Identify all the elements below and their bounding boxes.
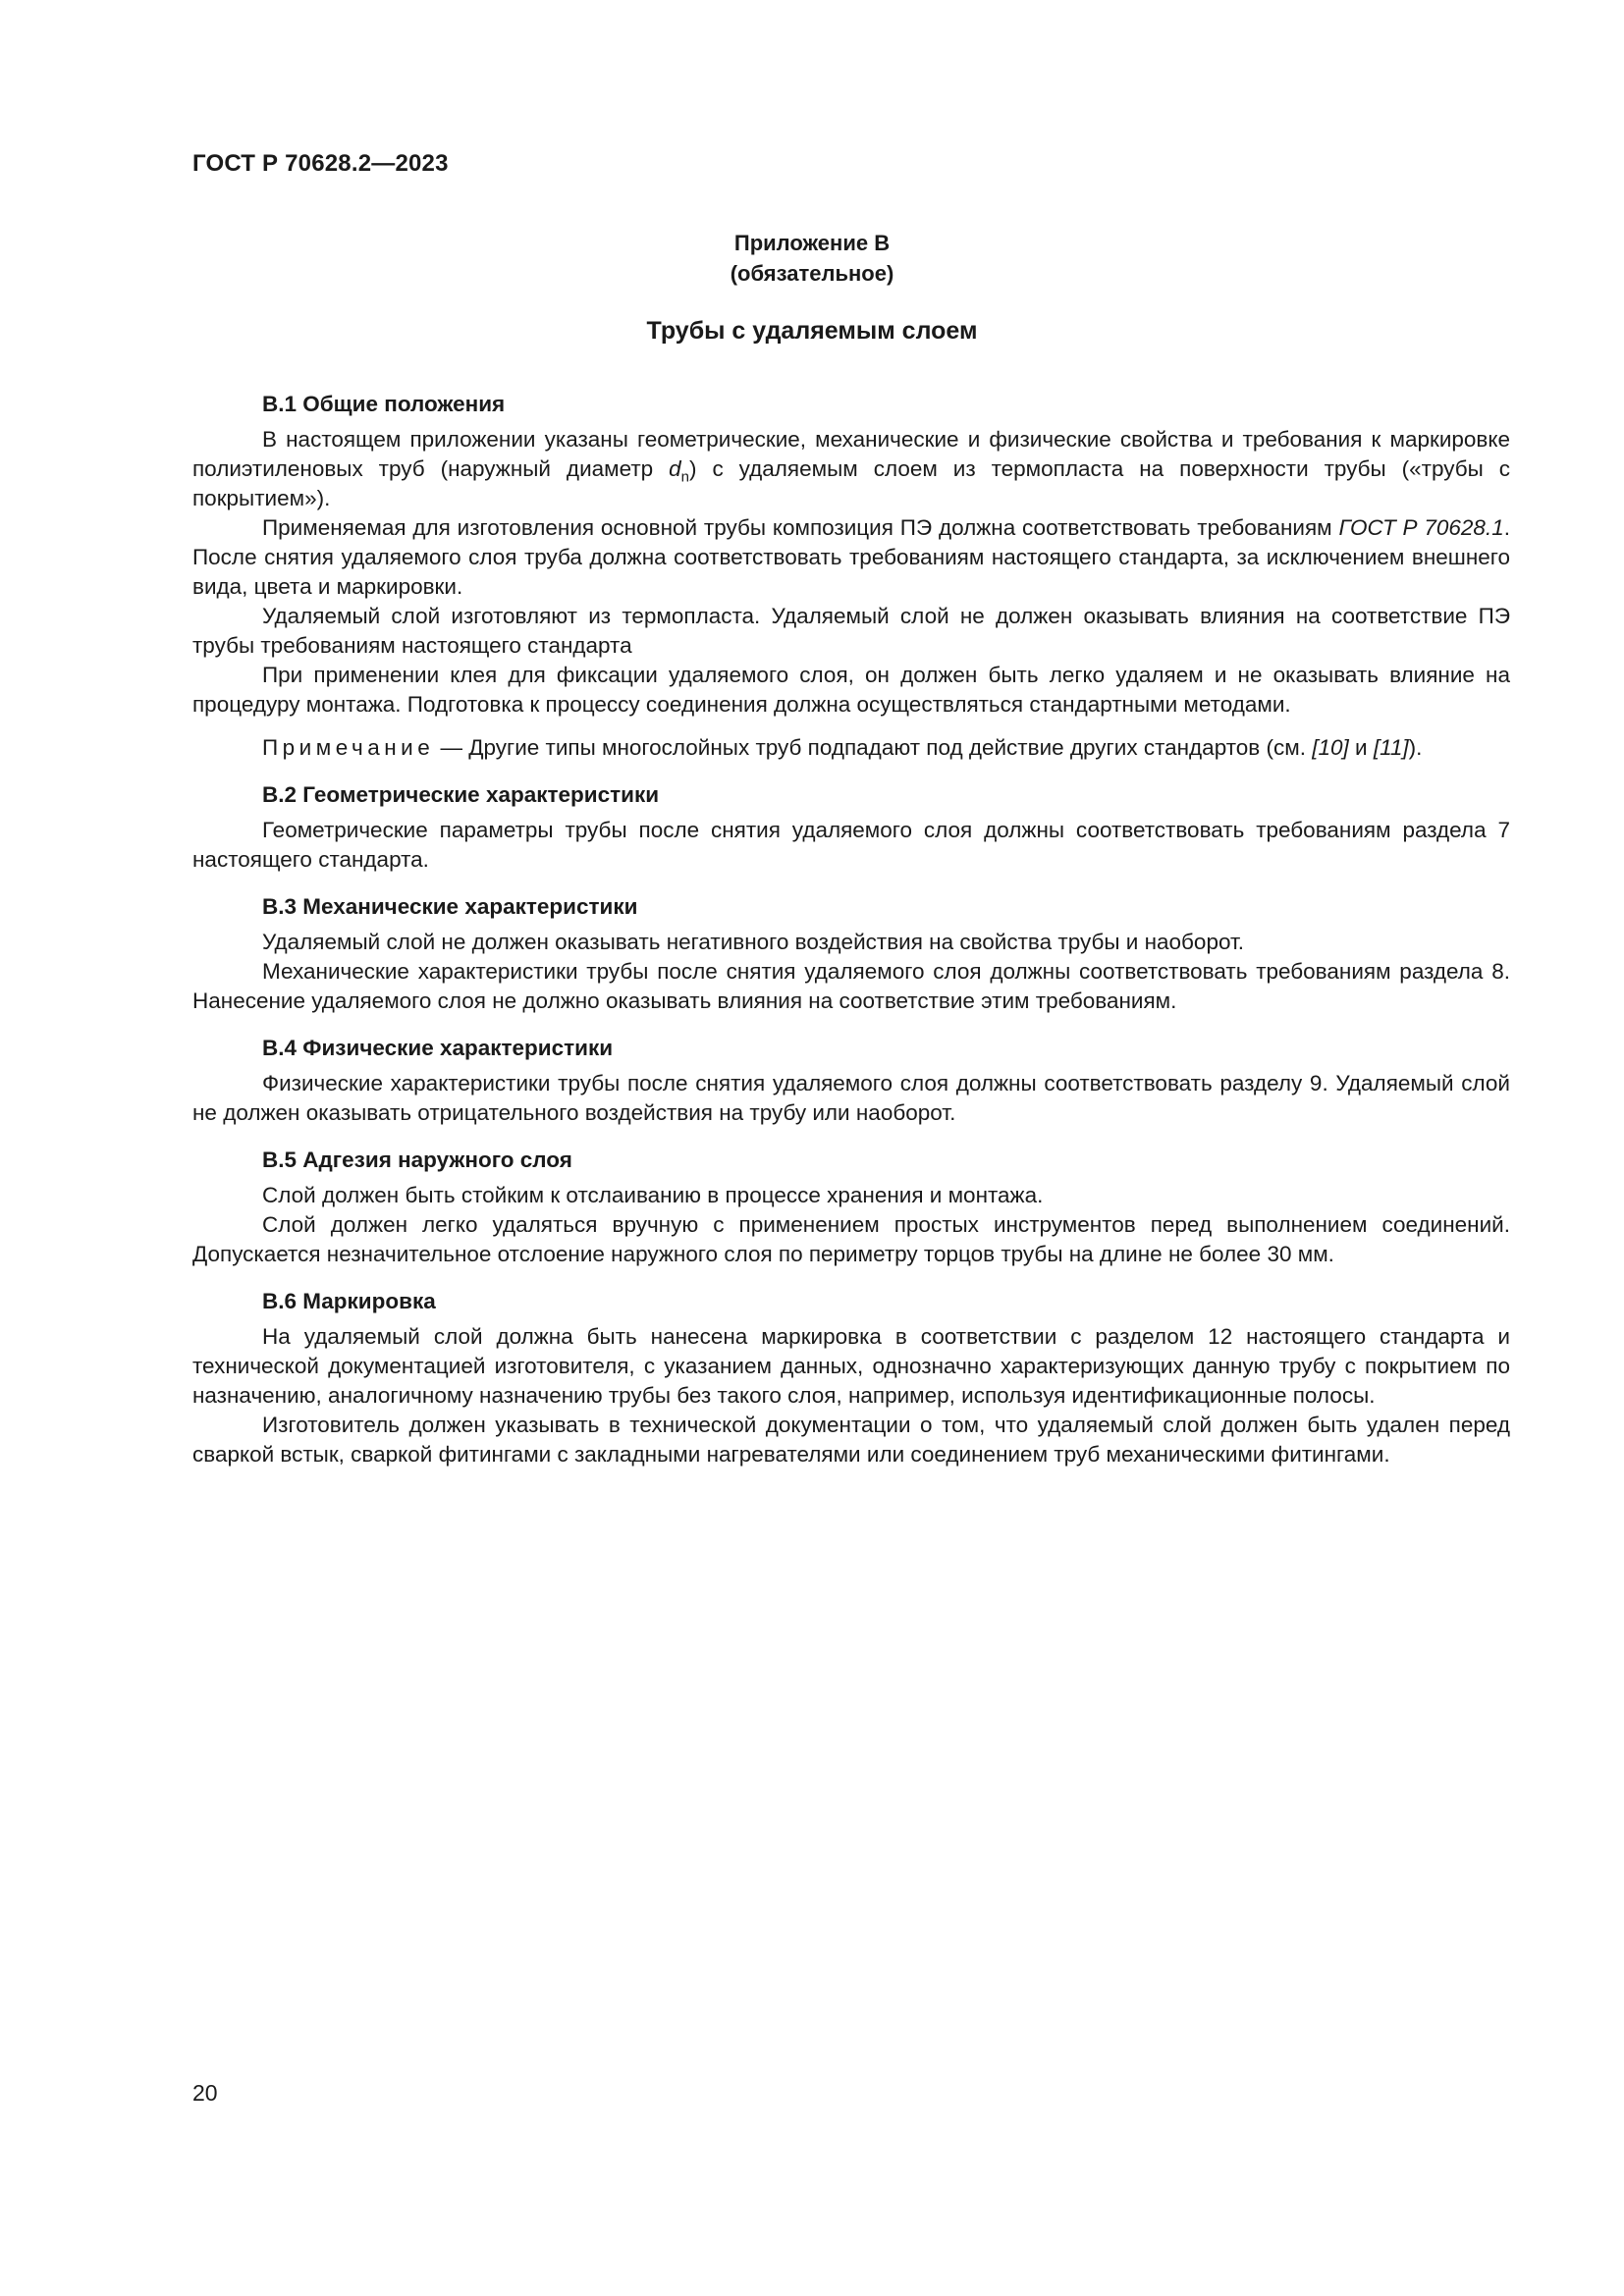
section-heading: В.5 Адгезия наружного слоя (262, 1148, 572, 1172)
section-heading: В.4 Физические характеристики (262, 1036, 614, 1060)
appendix-label: Приложение В (733, 231, 891, 255)
paragraph: Применяемая для изготовления основной трубы композиция ПЭ должна соответствовать требованиям ГОСТ Р 70628.1. После снятия удаляемого слоя труба должна соответствовать требованиям настоящего стандарта, за исключением внешнего вида, цвета и маркировки. (192, 515, 1510, 599)
paragraph: Слой должен быть стойким к отслаиванию в процессе хранения и монтажа. (262, 1183, 1044, 1207)
section-heading: В.2 Геометрические характеристики (262, 782, 660, 807)
appendix-status: (обязательное) (730, 261, 894, 286)
bibliography-reference: [10] (1312, 735, 1349, 760)
page-number: 20 (192, 2080, 218, 2106)
paragraph: Геометрические параметры трубы после снятия удаляемого слоя должны соответствовать требованиям раздела 7 настоящего стандарта. (192, 818, 1510, 872)
section-heading: В.6 Маркировка (262, 1289, 436, 1313)
section-heading: В.3 Механические характеристики (262, 894, 638, 919)
note: Примечание — Другие типы многослойных труб подпадают под действие других стандартов (см. [10] и [11]). (262, 735, 1423, 760)
document-body (192, 390, 1510, 1469)
paragraph: Физические характеристики трубы после снятия удаляемого слоя должны соответствовать разделу 9. Удаляемый слой не должен оказывать отрицательного воздействия на трубу или наоборот. (192, 1071, 1510, 1125)
bibliography-reference: [11] (1373, 735, 1409, 760)
appendix-title: Трубы с удаляемым слоем (646, 317, 978, 345)
paragraph: Удаляемый слой не должен оказывать негативного воздействия на свойства трубы и наоборот. (262, 930, 1245, 954)
paragraph: Удаляемый слой изготовляют из термопласта. Удаляемый слой не должен оказывать влияния на соответствие ПЭ трубы требованиям настоящего стандарта (192, 604, 1510, 658)
appendix-heading (0, 228, 1624, 289)
paragraph: Слой должен легко удаляться вручную с применением простых инструментов перед выполнением соединений. Допускается незначительное отслоение наружного слоя по периметру торцов трубы на длине не более 30 мм. (192, 1212, 1510, 1266)
standard-reference: ГОСТ Р 70628.1 (1338, 515, 1504, 540)
subscript-n: n (680, 468, 690, 486)
paragraph: Изготовитель должен указывать в технической документации о том, что удаляемый слой должен быть удален перед сваркой встык, сваркой фитингами с закладными нагревателями или соединением труб механическими фитингами. (192, 1413, 1510, 1467)
paragraph: В настоящем приложении указаны геометрические, механические и физические свойства и требования к маркировке полиэтиленовых труб (наружный диаметр $d_n$) с удаляемым слоем из термопласта на поверхности трубы («трубы с покрытием»). (192, 427, 1510, 510)
paragraph: На удаляемый слой должна быть нанесена маркировка в соответствии с разделом 12 настоящего стандарта и технической документацией изготовителя, с указанием данных, однозначно характеризующих данную трубу с покрытием по назначению, аналогичному назначению трубы без такого слоя, например, используя идентификационные полосы. (192, 1324, 1510, 1408)
paragraph: При применении клея для фиксации удаляемого слоя, он должен быть легко удаляем и не оказывать влияние на процедуру монтажа. Подготовка к процессу соединения должна осуществляться стандартными методами. (192, 663, 1510, 717)
variable-d: d (669, 456, 681, 481)
section-heading: В.1 Общие положения (262, 392, 506, 416)
paragraph: Механические характеристики трубы после снятия удаляемого слоя должны соответствовать требованиям раздела 8. Нанесение удаляемого слоя не должно оказывать влияния на соответствие этим требованиям. (192, 959, 1510, 1013)
note-label: Примечание (262, 735, 435, 760)
document-code-header: ГОСТ Р 70628.2—2023 (192, 150, 449, 177)
